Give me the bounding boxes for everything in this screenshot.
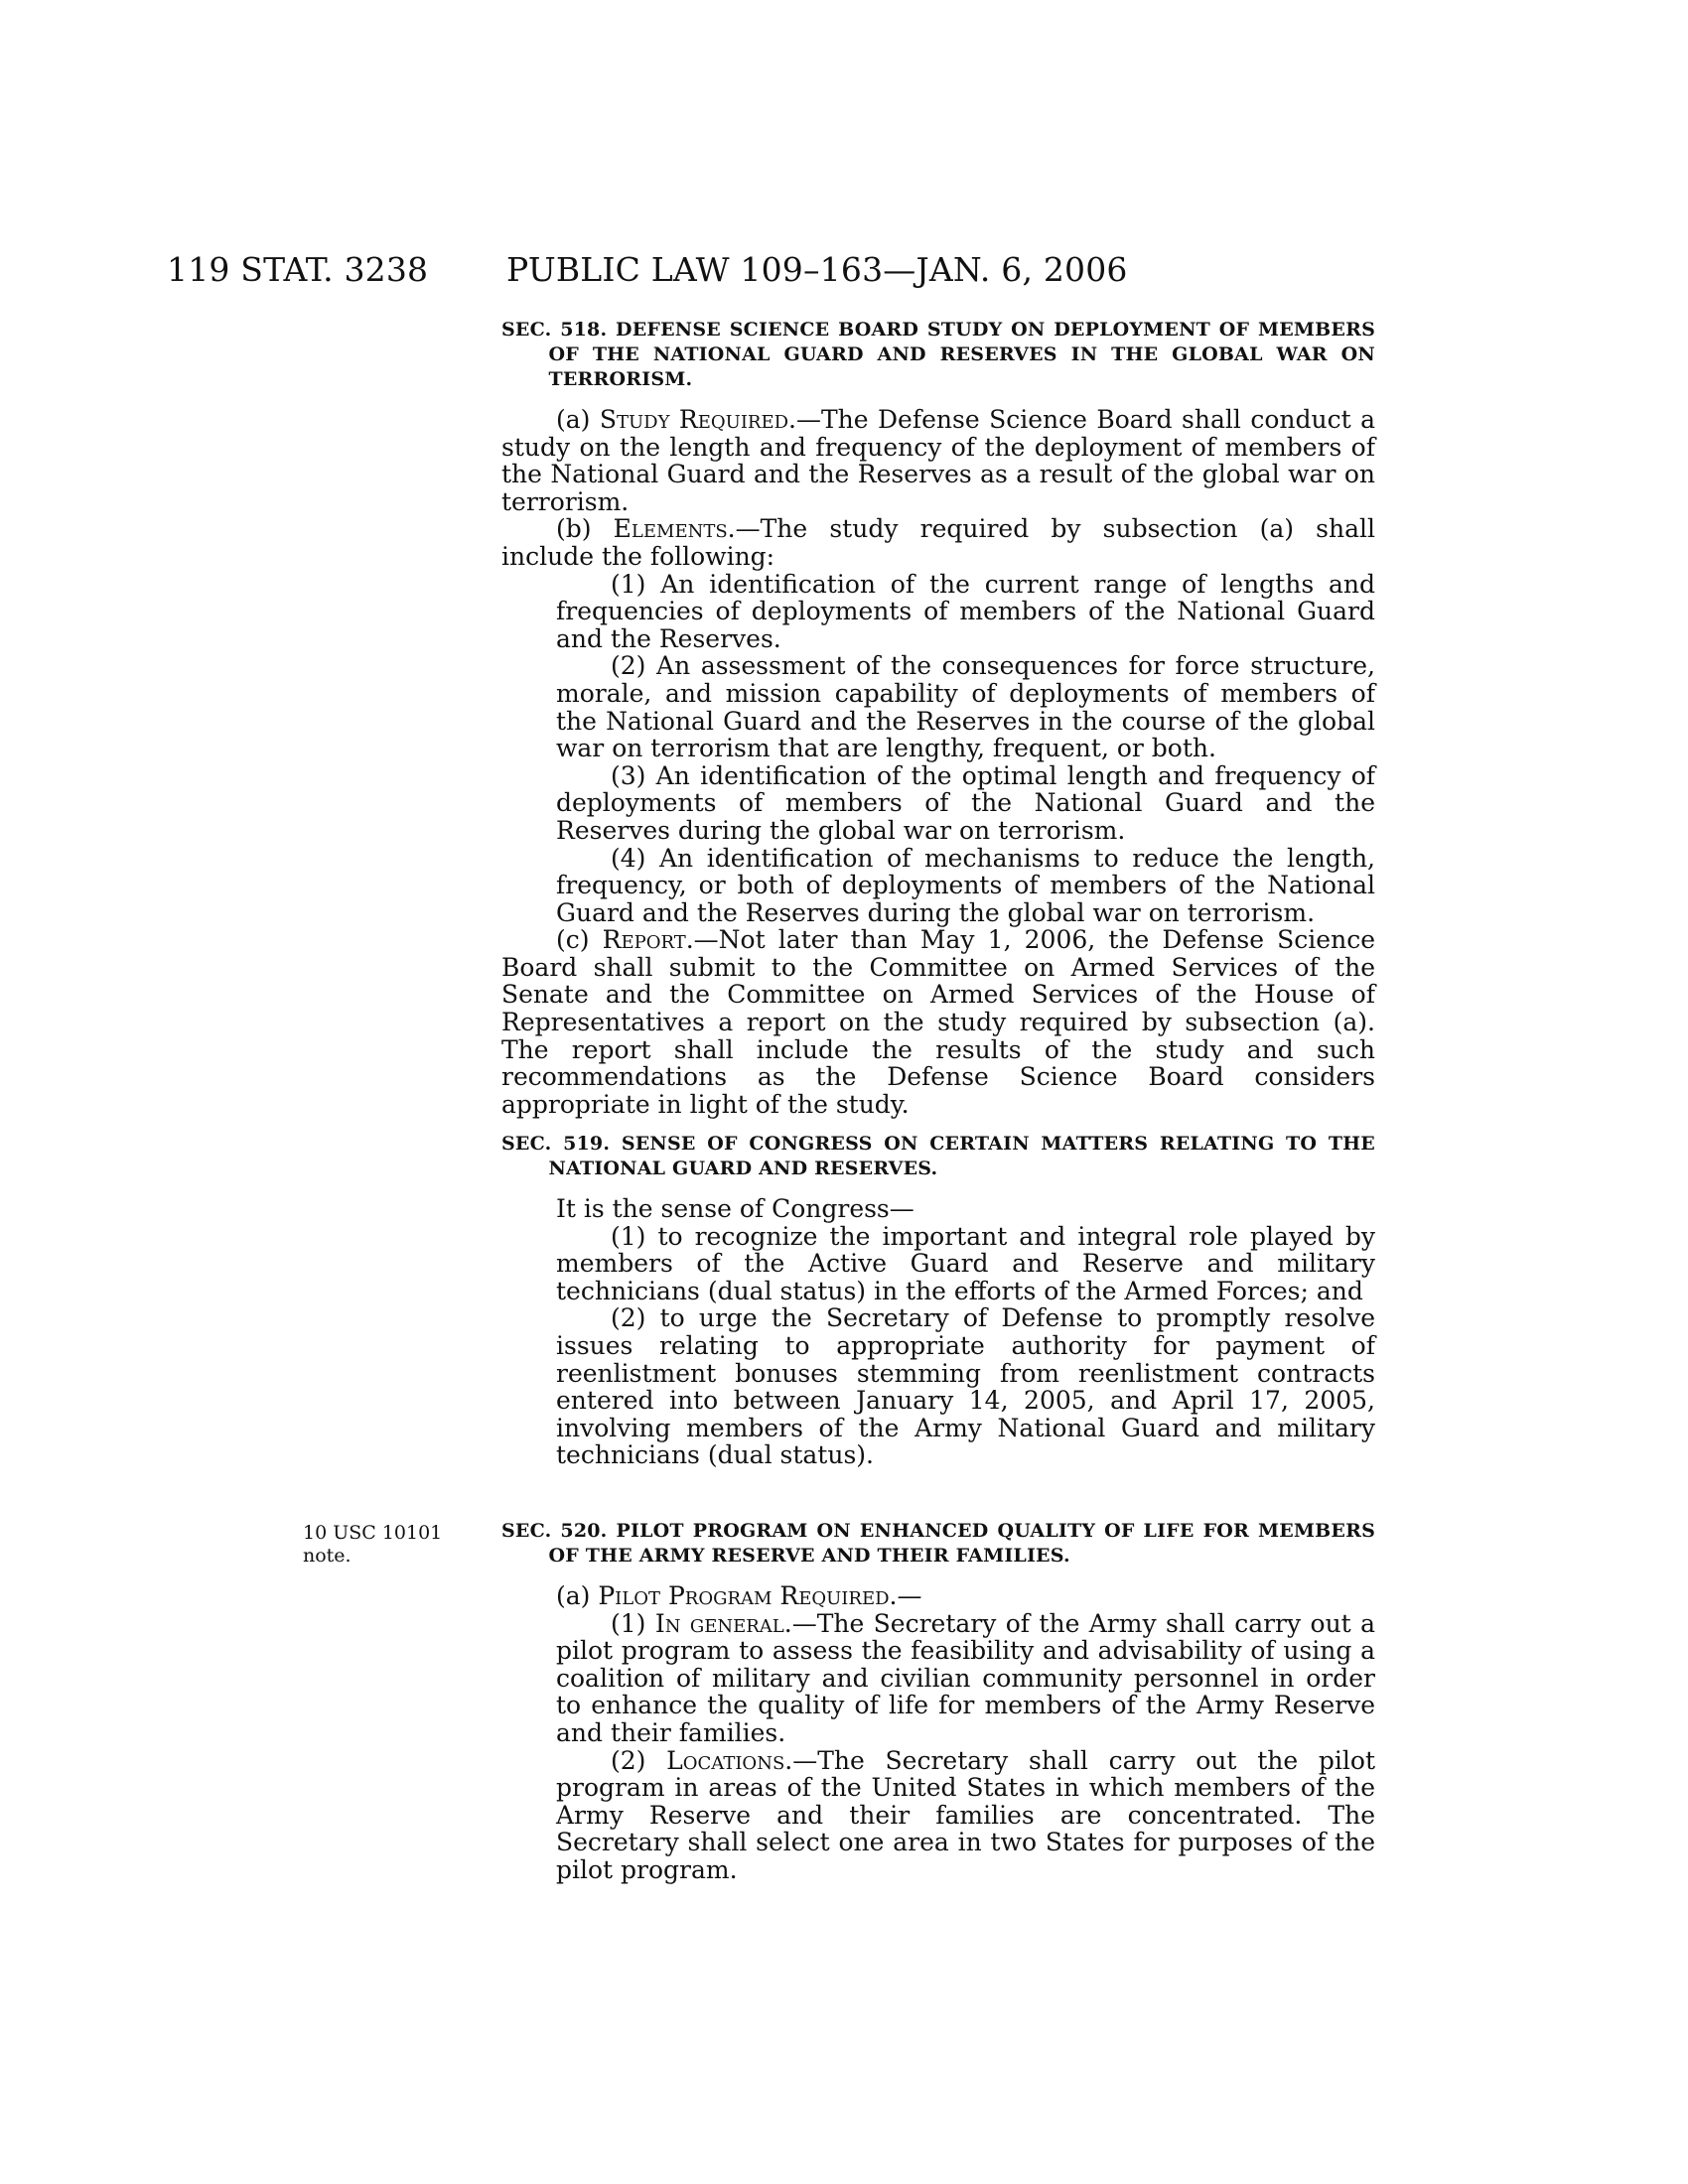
- section-518-paragraph-1: (1) An identification of the current range of lengths and frequencies of deployments of members of the National Guard and the Reserves.: [556, 569, 1375, 653]
- section-518: [501, 318, 1375, 1118]
- section-519-intro: It is the sense of Congress—: [556, 1194, 914, 1223]
- section-520-paragraph-2: (2) Locations.—The Secretary shall carry out the pilot program in areas of the United States in which members of the Army Reserve and their families are concentrated. The Secretary shall select one area in two States for purposes of the pilot program.: [556, 1745, 1375, 1884]
- section-518-subsection-a: (a) Study Required.—The Defense Science Board shall conduct a study on the length and frequency of the deployment of members of the National Guard and the Reserves as a result of the global war on terrorism.: [501, 405, 1375, 516]
- section-520-heading: SEC. 520. PILOT PROGRAM ON ENHANCED QUALITY OF LIFE FOR MEMBERS OF THE ARMY RESERVE AND THEIR FAMILIES.: [501, 1520, 1375, 1567]
- page-stat-citation: 119 STAT. 3238: [167, 250, 429, 289]
- margin-note: [303, 1522, 452, 1568]
- section-520: [501, 1519, 1375, 1884]
- page-running-title: PUBLIC LAW 109–163—JAN. 6, 2006: [506, 250, 1128, 289]
- section-518-subsection-c: (c) Report.—Not later than May 1, 2006, the Defense Science Board shall submit to the Committee on Armed Services of the Senate and the Committee on Armed Services of the House of Representatives a report on the study required by subsection (a). The report shall include the results of the study and such recommendations as the Defense Science Board considers appropriate in light of the study.: [501, 925, 1375, 1119]
- section-519-heading: SEC. 519. SENSE OF CONGRESS ON CERTAIN MATTERS RELATING TO THE NATIONAL GUARD AND RESERVES.: [501, 1133, 1375, 1179]
- section-518-subsection-b: (b) Elements.—The study required by subsection (a) shall include the following:: [501, 514, 1375, 571]
- section-520-paragraph-1: (1) In general.—The Secretary of the Army shall carry out a pilot program to assess the feasibility and advisability of using a coalition of military and civilian community personnel in order to enhance the quality of life for members of the Army Reserve and their families.: [556, 1608, 1376, 1747]
- section-519-paragraph-1: (1) to recognize the important and integral role played by members of the Active Guard and Reserve and military technicians (dual status) in the efforts of the Armed Forces; and: [556, 1221, 1375, 1305]
- section-520-subsection-a: (a) Pilot Program Required.—: [556, 1581, 922, 1610]
- section-518-paragraph-3: (3) An identification of the optimal length and frequency of deployments of members of the National Guard and the Reserves during the global war on terrorism.: [556, 760, 1375, 845]
- section-519-paragraph-2: (2) to urge the Secretary of Defense to promptly resolve issues relating to appropriate authority for payment of reenlistment bonuses stemming from reenlistment contracts entered into between January 14, 2005, and April 17, 2005, involving members of the Army National Guard and military technicians (dual status).: [556, 1303, 1375, 1470]
- section-518-paragraph-2: (2) An assessment of the consequences for force structure, morale, and mission capability of deployments of members of the National Guard and the Reserves in the course of the global war on terrorism that are lengthy, frequent, or both.: [556, 651, 1375, 763]
- section-518-heading: SEC. 518. DEFENSE SCIENCE BOARD STUDY ON DEPLOYMENT OF MEMBERS OF THE NATIONAL GUARD AND RESERVES IN THE GLOBAL WAR ON TERRORISM.: [501, 319, 1375, 390]
- margin-note-suffix: note.: [303, 1545, 352, 1567]
- section-518-paragraph-4: (4) An identification of mechanisms to reduce the length, frequency, or both of deployments of members of the National Guard and the Reserves during the global war on terrorism.: [556, 843, 1375, 927]
- section-519: [501, 1132, 1375, 1469]
- margin-note-citation: 10 USC 10101: [303, 1522, 443, 1544]
